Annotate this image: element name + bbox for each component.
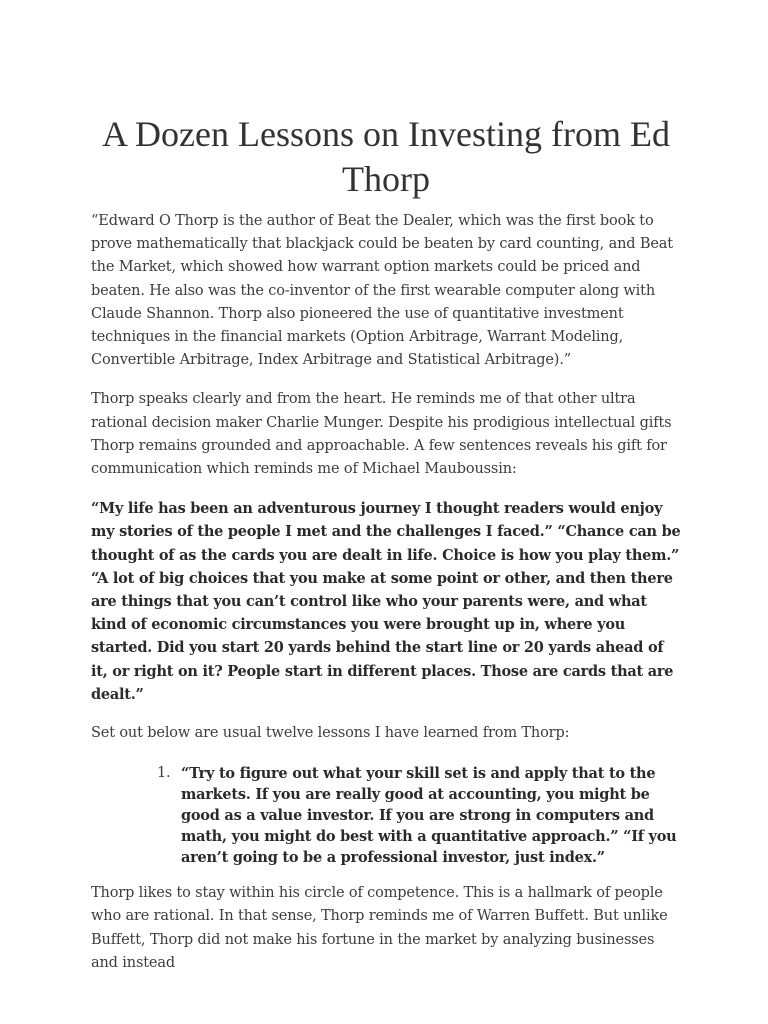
article [91, 112, 681, 975]
list-item-text: “Try to figure out what your skill set is and apply that to the markets. If you are really good at accounting, you might be good as a value investor. If you are strong in computers and math, you might do best with a quantitative approach.” “If you aren’t going to be a professional investor, just index.” [181, 765, 677, 867]
lesson-list [91, 763, 681, 868]
article-title: A Dozen Lessons on Investing from Ed Thorp [102, 114, 670, 199]
list-item [157, 763, 681, 868]
thorp-quote-block: “My life has been an adventurous journey I thought readers would enjoy my stories of the people I met and the challenges I faced.” “Chance can be thought of as the cards you are dealt in life. Choice is how you play them.” “A lot of big choices that you make at some point or other, and then there are things that you can’t control like who your parents were, and what kind of economic circumstances you were brought up in, where you started. Did you start 20 yards behind the start line or 20 yards ahead of it, or right on it? People start in different places. Those are cards that are dealt.” [91, 500, 681, 703]
body-paragraph: Thorp speaks clearly and from the heart. He reminds me of that other ultra rational decision maker Charlie Munger. Despite his prodigious intellectual gifts Thorp remains grounded and approachable. A few sentences reveals his gift for communication which reminds me of Michael Mauboussin: [91, 391, 672, 478]
body-paragraph-continued: Thorp likes to stay within his circle of competence. This is a hallmark of people who are rational. In that sense, Thorp reminds me of Warren Buffett. But unlike Buffett, Thorp did not make his fortune in the market by analyzing businesses and instead [91, 885, 668, 971]
lessons-intro-paragraph: Set out below are usual twelve lessons I have learned from Thorp: [91, 725, 570, 742]
intro-quote-paragraph: “Edward O Thorp is the author of Beat the Dealer, which was the first book to prove mathematically that blackjack could be beaten by card counting, and Beat the Market, which showed how warrant option markets could be priced and beaten. He also was the co-inventor of the first wearable computer along with Claude Shannon. Thorp also pioneered the use of quantitative investment techniques in the financial markets (Option Arbitrage, Warrant Modeling, Convertible Arbitrage, Index Arbitrage and Statistical Arbitrage).” [91, 213, 673, 369]
list-item-number: 1. [157, 765, 171, 782]
